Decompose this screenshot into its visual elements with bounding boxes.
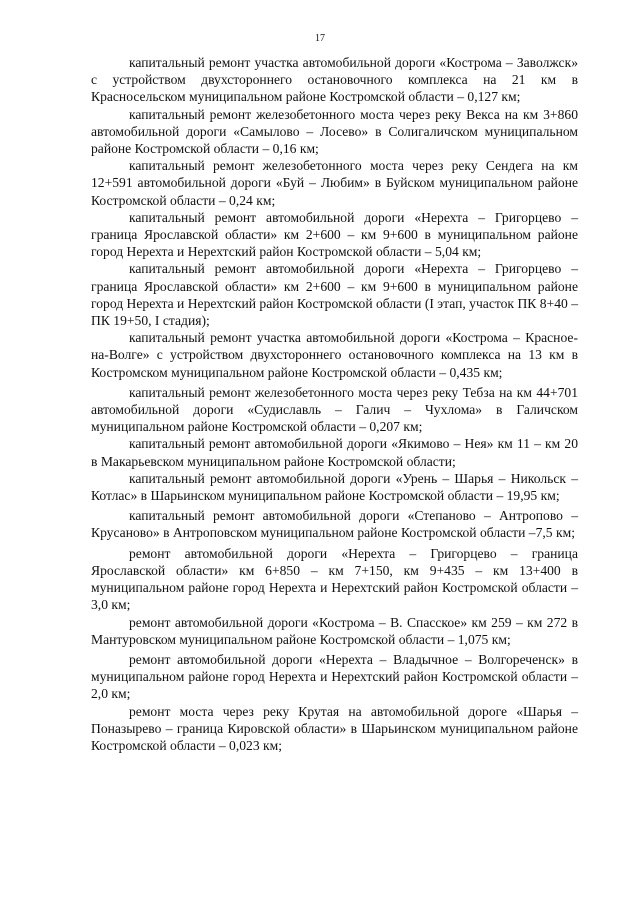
- list-item: капитальный ремонт участка автомобильной дороги «Кострома – Красное-на-Волге» с устройством двухстороннего остановочного комплекса на 13 км в Костромском муниципальном районе Костромской области – 0,435 км;: [91, 330, 578, 380]
- list-item: капитальный ремонт автомобильной дороги «Нерехта – Григорцево – граница Ярославской области» км 2+600 – км 9+600 в муниципальном районе город Нерехта и Нерехтский район Костромской области – 5,04 км;: [91, 209, 578, 260]
- list-item: капитальный ремонт автомобильной дороги «Степаново – Антропово – Крусаново» в Антроповском муниципальном районе Костромской области –7,5 км;: [91, 508, 578, 541]
- list-item: ремонт моста через реку Крутая на автомобильной дороге «Шарья – Поназырево – граница Кировской области» в Шарьинском муниципальном районе Костромской области – 0,023 км;: [91, 703, 578, 753]
- list-item: капитальный ремонт железобетонного моста через реку Векса на км 3+860 автомобильной дороги «Самылово – Лосево» в Солигаличском муниципальном районе Костромской области – 0,16 км;: [91, 106, 578, 157]
- list-item: капитальный ремонт железобетонного моста через реку Сендега на км 12+591 автомобильной дороги «Буй – Любим» в Буйском муниципальном районе Костромской области – 0,24 км;: [91, 158, 578, 208]
- list-item: капитальный ремонт участка автомобильной дороги «Кострома – Заволжск» с устройством двухстороннего остановочного комплекса на 21 км в Красносельском муниципальном районе Костромской области – 0,127 км;: [91, 55, 578, 105]
- page-number: 17: [315, 33, 325, 44]
- list-item: капитальный ремонт автомобильной дороги «Урень – Шарья – Никольск – Котлас» в Шарьинском муниципальном районе Костромской области – 19,95 км;: [91, 470, 578, 504]
- list-item: ремонт автомобильной дороги «Нерехта – Григорцево – граница Ярославской области» км 6+850 – км 7+150, км 9+435 – км 13+400 в муниципальном районе город Нерехта и Нерехтский район Костромской области – 3,0 км;: [91, 545, 578, 613]
- list-item: капитальный ремонт автомобильной дороги «Якимово – Нея» км 11 – км 20 в Макарьевском муниципальном районе Костромской области;: [91, 436, 578, 469]
- list-item: капитальный ремонт автомобильной дороги «Нерехта – Григорцево – граница Ярославской области» км 2+600 – км 9+600 в муниципальном районе город Нерехта и Нерехтский район Костромской области (I этап, участок ПК 8+40 – ПК 19+50, I стадия);: [91, 261, 578, 329]
- document-body: [91, 54, 578, 754]
- list-item: ремонт автомобильной дороги «Кострома – В. Спасское» км 259 – км 272 в Мантуровском муниципальном районе Костромской области – 1,075 км;: [91, 614, 578, 647]
- list-item: капитальный ремонт железобетонного моста через реку Тебза на км 44+701 автомобильной дороги «Судиславль – Галич – Чухлома» в Галичском муниципальном районе Костромской области – 0,207 км;: [91, 384, 578, 435]
- list-item: ремонт автомобильной дороги «Нерехта – Владычное – Волгореченск» в муниципальном районе город Нерехта и Нерехтский район Костромской области – 2,0 км;: [91, 651, 578, 702]
